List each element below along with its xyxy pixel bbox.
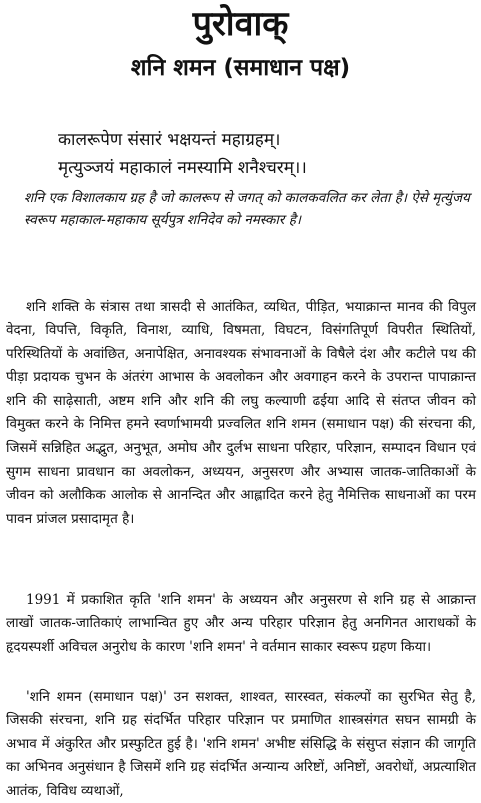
- page-title: पुरोवाक्: [0, 2, 481, 46]
- body-paragraph-1: शनि शक्ति के संत्रास तथा त्रासदी से आतंकित, व्यथित, पीड़ित, भयाक्रान्त मानव की विपुल वेदना, विपत्ति, विकृति, विनाश, व्याधि, विषमता, विघटन, विसंगतिपूर्ण विपरीत स्थितियों, परिस्थितियों के अवांछित, अनापेक्षित, अनावश्यक संभावनाओं के विषैले दंश और कटीले पथ की पीड़ा प्रदायक चुभन के अंतरंग आभास के अवलोकन और अवगाहन करने के उपरान्त पापाक्रान्त शनि की साढ़ेसाती, अष्टम शनि और शनि की लघु कल्याणी ढईया आदि से संतप्त जीवन को विमुक्त करने के निमित्त हमने स्वर्णाभामयी प्रज्वलित शनि शमन (समाधान पक्ष) की संरचना की, जिसमें सन्निहित अद्भुत, अनुभूत, अमोघ और दुर्लभ साधना परिहार, परिज्ञान, सम्पादन विधान एवं सुगम साधना प्रावधान का अवलोकन, अध्ययन, अनुसरण और अभ्यास जातक-जातिकाओं के जीवन को अलौकिक आलोक से आनन्दित और आह्लादित करने हेतु नैमित्तिक साधनाओं का परम पावन प्रांजल प्रसादामृत है।: [6, 296, 476, 532]
- page-subtitle: शनि शमन (समाधान पक्ष): [0, 50, 481, 86]
- shloka-line-2: मृत्युञ्जयं महाकालं नमस्यामि शनैश्चरम्।।: [58, 154, 478, 182]
- body-paragraph-2: 1991 में प्रकाशित कृति 'शनि शमन' के अध्ययन और अनुसरण से शनि ग्रह से आक्रान्त लाखों जातक-जातिकाएं लाभान्वित हुए और अन्य परिहार परिज्ञान हेतु अनगिनत आराधकों के हृदयस्पर्शी अविचल अनुरोध के कारण 'शनि शमन' ने वर्तमान साकार स्वरूप ग्रहण किया।: [6, 589, 476, 660]
- shloka-meaning: शनि एक विशालकाय ग्रह है जो कालरूप से जगत् को कालकवलित कर लेता है। ऐसे मृत्युंजय स्वरूप महाकाल-महाकाय सूर्यपुत्र शनिदेव को नमस्कार है।: [24, 187, 476, 231]
- shloka-line-1: कालरूपेण संसारं भक्षयन्तं महाग्रहम्।: [58, 126, 478, 154]
- body-paragraph-3: 'शनि शमन (समाधान पक्ष)' उन सशक्त, शाश्वत, सारस्वत, संकल्पों का सुरभित सेतु है, जिसकी संरचना, शनि ग्रह संदर्भित परिहार परिज्ञान पर प्रमाणित शास्त्रसंगत सघन सामग्री के अभाव में अंकुरित और प्रस्फुटित हुई है। 'शनि शमन' अभीष्ट संसिद्धि के संसुप्त संज्ञान की जागृति का अभिनव अनुसंधान है जिसमें शनि ग्रह संदर्भित अन्यान्य अरिष्टों, अनिष्टों, अवरोधों, अप्रत्याशित आतंक, विविध व्यथाओं,: [6, 686, 476, 803]
